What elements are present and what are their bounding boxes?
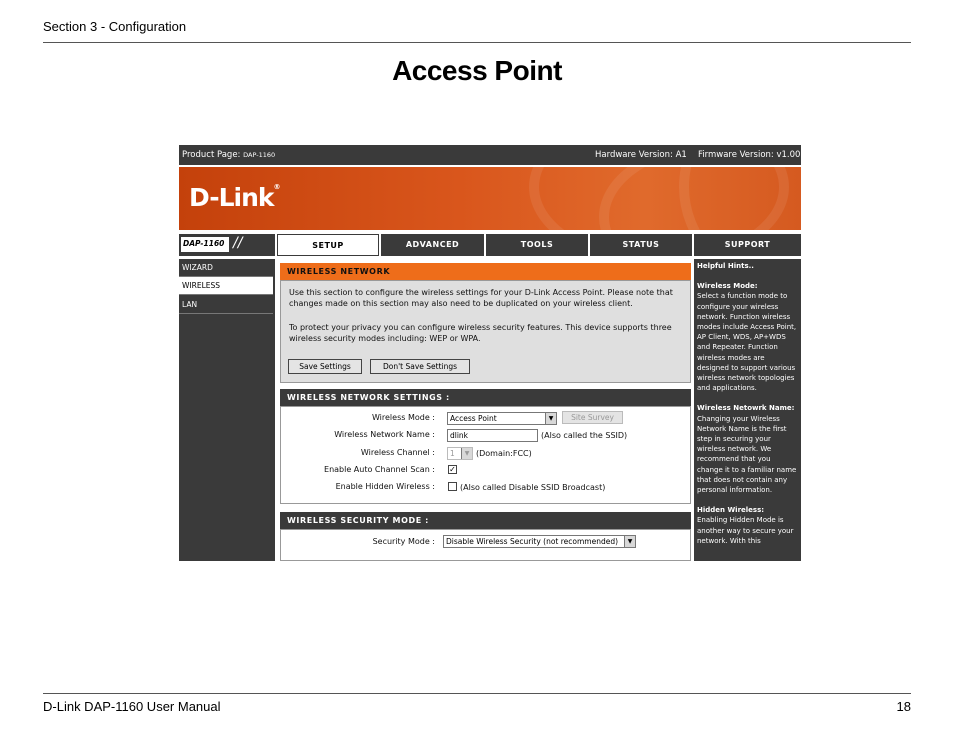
tab-setup[interactable]: SETUP xyxy=(277,234,379,256)
hint-hidden-wireless-text: Enabling Hidden Mode is another way to secure your network. With this xyxy=(697,516,794,545)
model-badge-area xyxy=(179,234,275,256)
auto-channel-scan-label: Enable Auto Channel Scan : xyxy=(324,465,435,474)
page-title: Access Point xyxy=(392,55,562,86)
tab-advanced[interactable]: ADVANCED xyxy=(381,234,484,256)
bottom-divider xyxy=(43,693,911,694)
security-mode-panel xyxy=(280,529,691,561)
hidden-wireless-label: Enable Hidden Wireless : xyxy=(335,482,435,491)
sidebar-item-wizard[interactable]: WIZARD xyxy=(179,259,273,277)
tab-support[interactable]: SUPPORT xyxy=(694,234,801,256)
security-mode-value: Disable Wireless Security (not recommended) xyxy=(446,537,619,546)
security-mode-select[interactable] xyxy=(443,535,636,548)
model-slash-decoration: // xyxy=(233,235,243,251)
save-settings-button[interactable]: Save Settings xyxy=(288,359,362,374)
tab-tools[interactable]: TOOLS xyxy=(486,234,588,256)
firmware-version: Firmware Version: v1.00 xyxy=(698,150,801,160)
footer-page-number: 18 xyxy=(896,699,911,714)
section-label: Section 3 - Configuration xyxy=(43,19,187,34)
hidden-wireless-note: (Also called Disable SSID Broadcast) xyxy=(460,483,606,492)
product-model: DAP-1160 xyxy=(243,151,276,159)
logo-registered-mark: ® xyxy=(273,183,280,191)
tab-status[interactable]: STATUS xyxy=(590,234,692,256)
network-name-label: Wireless Network Name : xyxy=(334,430,435,439)
hidden-wireless-checkbox[interactable] xyxy=(448,482,457,491)
chevron-down-icon: ▼ xyxy=(545,413,556,424)
network-name-note: (Also called the SSID) xyxy=(541,431,628,440)
wireless-mode-select[interactable] xyxy=(447,412,557,425)
wireless-channel-select[interactable] xyxy=(447,447,473,460)
footer-manual-name: D-Link DAP-1160 User Manual xyxy=(43,699,221,714)
dlink-logo xyxy=(189,183,280,212)
dont-save-settings-button[interactable]: Don't Save Settings xyxy=(370,359,470,374)
auto-channel-scan-checkbox[interactable]: ✓ xyxy=(449,465,456,474)
model-badge: DAP-1160 xyxy=(181,237,229,252)
top-info-bar xyxy=(179,145,801,165)
wireless-mode-value: Access Point xyxy=(450,414,497,423)
wireless-network-panel xyxy=(280,280,691,383)
hint-wireless-mode-text: Select a function mode to configure your wireless network. Function wireless modes include Access Point, AP Client, WDS, AP+WDS and Repeater. Function wireless modes are designed to support various wireless network topologies and applications. xyxy=(697,292,797,393)
hint-network-name-text: Changing your Wireless Network Name is the first step in securing your wireless network. We recommend that you change it to a familiar name that does not contain any personal information. xyxy=(697,414,797,495)
sidebar xyxy=(179,259,275,561)
wireless-mode-label: Wireless Mode : xyxy=(371,413,435,422)
hint-hidden-wireless-title: Hidden Wireless: xyxy=(697,506,765,515)
logo-text: D-Link xyxy=(189,183,274,212)
network-name-input[interactable]: dlink xyxy=(447,429,538,442)
security-mode-label: Security Mode : xyxy=(372,537,435,546)
wireless-channel-note: (Domain:FCC) xyxy=(476,449,532,458)
banner-wave xyxy=(679,167,801,230)
wireless-network-header: WIRELESS NETWORK xyxy=(280,263,691,280)
site-survey-button[interactable]: Site Survey xyxy=(562,411,623,424)
hint-wireless-mode-title: Wireless Mode: xyxy=(697,282,758,291)
product-page-label: Product Page: xyxy=(182,150,241,160)
hints-title: Helpful Hints.. xyxy=(697,262,754,270)
chevron-down-icon: ▼ xyxy=(461,448,472,459)
product-page xyxy=(182,150,275,160)
brand-banner xyxy=(179,167,801,230)
privacy-text: To protect your privacy you can configure wireless security features. This device supports three wireless security modes including: WEP or WPA. xyxy=(289,323,672,343)
hardware-version: Hardware Version: A1 xyxy=(595,150,687,160)
wireless-settings-header: WIRELESS NETWORK SETTINGS : xyxy=(280,389,691,406)
security-mode-header: WIRELESS SECURITY MODE : xyxy=(280,512,691,529)
router-screenshot xyxy=(179,145,801,561)
hint-network-name-title: Wireless Netowrk Name: xyxy=(697,404,795,413)
wireless-settings-panel xyxy=(280,406,691,504)
main-content xyxy=(280,259,691,561)
wireless-channel-value: 1 xyxy=(450,449,455,458)
sidebar-item-wireless[interactable]: WIRELESS xyxy=(179,277,273,295)
helpful-hints-panel xyxy=(694,259,801,561)
sidebar-item-lan[interactable]: LAN xyxy=(179,296,273,314)
top-nav xyxy=(179,234,801,256)
top-divider xyxy=(43,42,911,43)
chevron-down-icon: ▼ xyxy=(624,536,635,547)
intro-text: Use this section to configure the wireless settings for your D-Link Access Point. Please note that changes made on this section may also need to be duplicated on your wireless client. xyxy=(289,288,673,308)
wireless-channel-label: Wireless Channel : xyxy=(360,448,435,457)
